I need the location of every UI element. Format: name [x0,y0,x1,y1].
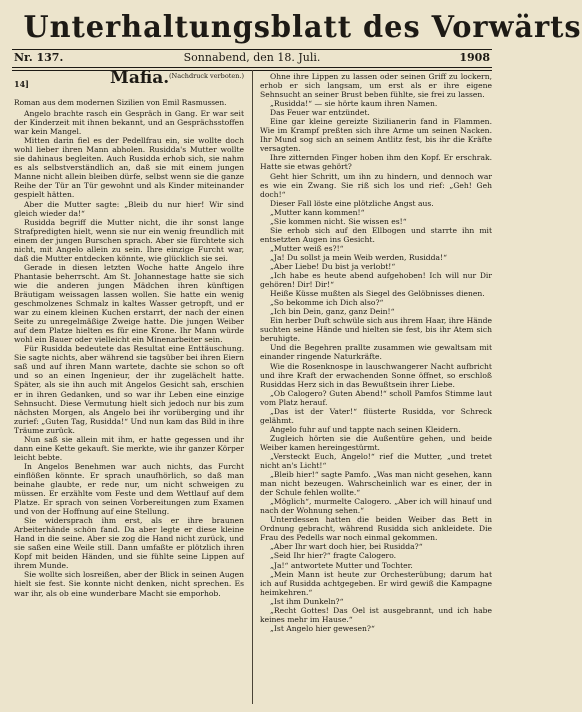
paragraph: Eine gar kleine gereizte Sizilianerin fand in Flammen. Wie im Krampf preßten sich ihre Arme um seinen Nacken. Ihr Mund sog sich an seinem Antlitz fest, bis ihr die Kräfte versagten. [260,117,492,154]
issue-number: Nr. 137. [14,51,64,64]
column-divider [252,70,253,704]
paragraph: „Mein Mann ist heute zur Orchesterübung; darum hat ich auf Rusidda achtgegeben. Er wird gewiß die Kampagne heimkehren.“ [260,569,492,597]
paragraph: Zugleich hörten sie die Außentüre gehen, und beide Weiber kamen hereingestürmt. [260,433,492,452]
paragraph: Wie die Rosenknospe in lauschwangerer Nacht aufbricht und ihre Kraft der erwachenden Sonne öffnet, so erschloß Rusiddas Herz sich in das Bewußtsein ihrer Liebe. [260,361,492,389]
paragraph: Für Rusidda bedeutete das Resultat eine Enttäuschung. Sie sagte nichts, aber während sie tagsüber bei ihren Eiern saß und auf ihren Mann wartete, dachte sie schon so oft und so an einen Ingenieur, der ihr zugelächelt hatte. Später, als sie ihn auch mit Angelos Gesicht sah, erschien er in ihren Gedanken, und so war ihr Leben eine einzige Sehnsucht. Diese Vermutung hielt sich jedoch nur bis zum nächsten Morgen, als Angelo bei ihr vorüberging und ihr zurief: „Guten Tag, Rusidda!“ Und nun kam das Bild in ihre Träume zurück. [14,344,244,435]
paragraph: „Das ist der Vater!“ flüsterte Rusidda, vor Schreck gelähmt. [260,406,492,425]
paragraph: Nun saß sie allein mit ihm, er hatte gegessen und ihr dann eine Kette gekauft. Sie merkte, wie ihr ganzer Körper leicht bebte. [14,434,244,462]
paragraph: „Ich habe es heute abend aufgehoben! Ich will nur Dir gehören! Dir! Dir!“ [260,271,492,290]
paragraph: „Ja!“ antwortete Mutter und Tochter. [270,560,413,570]
paragraph: Das Feuer war entzündet. [270,108,370,118]
paragraph: „Aber Liebe! Du bist ja verlobt!“ [270,261,396,271]
paragraph: „Recht Gottes! Das Oel ist ausgebrannt, und ich habe keines mehr im Hause.“ [260,605,492,624]
paragraph: Angelo brachte rasch ein Gespräch in Gang. Er war seit der Kinderzeit mit ihnen bekannt, und an Gesprächsstoffen war kein Mangel. [14,109,244,137]
article-column-left [14,68,244,704]
paragraph: „Ist Angelo hier gewesen?“ [270,623,375,633]
paragraph: Rusidda begriff die Mutter nicht, die ihr sonst lange Strafpredigten hielt, wenn sie nur ein wenig freundlich mit einem der jungen Burschen sprach. Aber sie fürchtete sich nicht, mit Angelo allein zu sein. Ihre einzige Furcht war, daß die Mutter entdecken könnte, wie glücklich sie sei. [14,217,244,263]
article-title: Mafia. [110,68,170,88]
masthead-rule-bottom [12,67,492,68]
paragraph: „Ob Calogero? Guten Abend!“ scholl Pamfos Stimme laut vom Platz herauf. [260,388,492,407]
article-body-right [260,72,492,633]
paragraph: „Möglich“, murmelte Calogero. „Aber ich will hinauf und nach der Wohnung sehen.“ [260,497,492,516]
paragraph: „Bleib hier!“ sagte Pamfo. „Was man nicht gesehen, kann man nicht bezeugen. Wahrscheinlich war es einer, der in der Schule fehlen wollte.“ [260,470,492,498]
paragraph: Heiße Küsse mußten als Siegel des Gelöbnisses dienen. [270,289,485,299]
article-column-right [260,72,492,704]
paragraph: „So bekomme ich Dich also?“ [270,298,384,308]
paragraph: Unterdessen hatten die beiden Weiber das Bett in Ordnung gebracht, während Rusidda sich ankleidete. Die Frau des Pedells war noch einmal gekommen. [260,515,492,543]
paragraph: „Ist ihm Dunkeln?“ [270,596,344,606]
article-body-left [14,109,244,598]
paragraph: In Angelos Benehmen war auch nichts, das Furcht einflößen könnte. Er sprach unaufhörlich, so daß man beinahe glaubte, er rede nur, um nicht schweigen zu müssen. Er erzählte vom Feste und dem Wettlauf auf dem Platze. Er sprach von seinen Vorbereitungen zum Examen und von der Hoffnung auf eine Stellung. [14,461,244,517]
paragraph: Und die Begehren prallte zusammen wie gewaltsam mit einander ringende Naturkräfte. [260,343,492,362]
article-heading [14,68,244,98]
paragraph: Dieser Fall löste eine plötzliche Angst aus. [270,198,434,208]
paragraph: „Sie kommen nicht. Sie wissen es!“ [270,216,407,226]
masthead-title: Unterhaltungsblatt des Vorwärts [23,10,582,45]
paragraph: Ohne ihre Lippen zu lassen oder seinen Griff zu lockern, erhob er sich langsam, um erst als er ihre eigene Sehnsucht an seiner Brust beben fühlte, sie frei zu lassen. [260,72,492,100]
paragraph: „Versteckt Euch, Angelo!“ rief die Mutter, „und tretet nicht an's Licht!“ [260,451,492,471]
issue-date: Sonnabend, den 18. Juli. [183,51,321,64]
installment-number: 14] [14,79,29,89]
paragraph: „Ja! Du sollst ja mein Weib werden, Rusidda!“ [270,252,447,262]
paragraph: „Mutter weiß es?!“ [270,243,344,253]
issue-year: 1908 [459,51,490,64]
paragraph: Aber die Mutter sagte: „Bleib du nur hier! Wir sind gleich wieder da!“ [14,199,244,218]
paragraph: Mitten darin fiel es der Pedellfrau ein, sie wollte doch wohl lieber ihren Mann abholen. Rusidda's Mutter wollte sie dahinaus begleiten. Auch Rusidda erhob sich, sie nahm es als selbstverständlich an, daß sie mit einem jungen Manne nicht allein bleiben dürfe, selbst wenn sie die ganze Reihe der Tür an Tür gewohnt und als Kinder miteinander gespielt hätten. [14,136,244,200]
paragraph: Ihre zitternden Finger hoben ihm den Kopf. Er erschrak. Hatte sie etwas gehört? [260,153,492,172]
paragraph: „Mutter kann kommen!“ [270,207,365,217]
reprint-notice: (Nachdruck verboten.) [169,72,244,80]
paragraph: Gerade in diesen letzten Woche hatte Angelo ihre Phantasie beherrscht. Am St. Johannestage hatte sie sich wie die anderen jungen Mädchen ihren künftigen Bräutigam weissagen lassen wollen. Sie hatte ein wenig geschmolzenes Schmalz in kaltes Wasser getropft, und er war zu einem kleinen Kuchen erstarrt, der nach der einen Seite zu unregelmäßige Zweige hatte. Die jungen Weiber auf dem Platze hielten es für eine Krone. Ihr Mann würde wohl ein Bauer oder vielleicht ein Minenarbeiter sein. [14,262,244,345]
paragraph: „Aber Ihr wart doch hier, bei Rusidda?“ [270,542,423,552]
issue-info-row [14,50,490,66]
paragraph: Angelo fuhr auf und tappte nach seinen Kleidern. [270,424,461,434]
paragraph: Sie erhob sich auf den Ellbogen und starrte ihn mit entsetzten Augen ins Gesicht. [260,225,492,244]
paragraph: Sie wollte sich losreißen, aber der Blick in seinen Augen hielt sie fest. Sie konnte nicht denken, nicht sprechen. Es war ihr, als ob eine wunderbare Macht sie emporhob. [14,570,244,598]
paragraph: Sie widersprach ihm erst, als er ihre braunen Arbeiterhände schön fand. Da aber legte er diese kleine Hand in die seine. Aber sie zog die Hand nicht zurück, und sie saßen eine Weile still. Dann umfaßte er plötzlich ihren Kopf mit beiden Händen, und sie fühlte seine Lippen auf ihrem Munde. [14,516,244,571]
paragraph: „Rusidda!“ — sie hörte kaum ihren Namen. [270,99,438,109]
paragraph: Ein herber Duft schwüle sich aus ihrem Haar, ihre Hände suchten seine Hände und hielten sie fest, bis ihr Atem sich beruhigte. [260,316,492,344]
article-subtitle: Roman aus dem modernen Sizilien von Emil Rasmussen. [14,98,227,107]
paragraph: „Seid Ihr hier?“ fragte Calogero. [270,551,397,561]
paragraph: „Ich bin Dein, ganz, ganz Dein!“ [270,307,395,317]
paragraph: Geht hier Schritt, um ihn zu hindern, und dennoch war es wie ein Zwang. Sie riß sich los und rief: „Geh! Geh doch!“ [260,171,492,199]
